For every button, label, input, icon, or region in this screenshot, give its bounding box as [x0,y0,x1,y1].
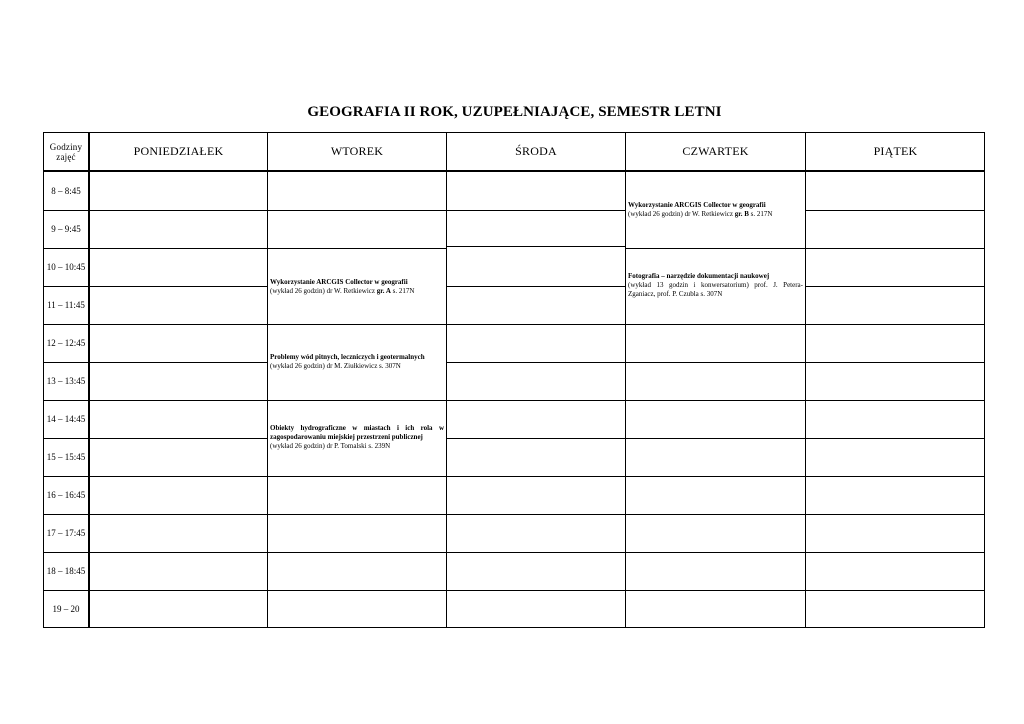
row-divider [90,514,267,515]
class-entry-tuesday-arcgis[interactable] [270,278,444,296]
column-divider [446,132,447,628]
class-title: Obiekty hydrograficzne w miastach i ich rola w zagospodarowaniu miejskiej przestrzeni publicznej [270,424,444,441]
day-header-friday: PIĄTEK [873,144,918,158]
row-divider [447,210,625,211]
row-divider [626,552,805,553]
row-divider [90,590,267,591]
column-divider [625,132,626,628]
row-divider [90,362,267,363]
row-divider [90,324,267,325]
row-divider [268,324,446,325]
class-group: gr. A [376,287,391,295]
row-divider [90,552,267,553]
class-title: Wykorzystanie ARCGIS Collector w geografii [270,278,408,286]
row-divider [806,286,985,287]
row-divider [447,286,625,287]
row-divider [43,590,89,591]
row-divider [90,210,267,211]
row-divider [268,248,446,249]
time-slot: 15 – 15:45 [46,452,86,462]
row-divider [43,286,89,287]
row-divider [806,400,985,401]
row-divider [43,362,89,363]
row-divider [268,210,446,211]
day-header-wednesday: ŚRODA [515,144,557,158]
time-slot: 9 – 9:45 [51,224,81,234]
page-title: GEOGRAFIA II ROK, UZUPEŁNIAJĄCE, SEMESTR LETNI [307,104,722,120]
schedule-table [43,132,985,628]
row-divider [90,476,267,477]
row-divider [806,324,985,325]
row-divider [268,514,446,515]
time-slot: 13 – 13:45 [46,376,86,386]
time-slot: 19 – 20 [52,604,80,614]
row-divider [626,400,805,401]
row-divider [626,514,805,515]
row-divider [447,246,625,247]
row-divider [43,248,89,249]
time-slot: 12 – 12:45 [46,338,86,348]
row-divider [806,248,985,249]
row-divider [268,552,446,553]
row-divider [43,514,89,515]
class-title: Wykorzystanie ARCGIS Collector w geografii [628,201,766,209]
row-divider [447,324,625,325]
time-slot: 18 – 18:45 [46,566,86,576]
row-divider [447,476,625,477]
row-divider [626,324,805,325]
class-details: (wykład 26 godzin) dr W. Retkiewicz [628,210,735,218]
row-divider [447,552,625,553]
class-entry-thursday-arcgis[interactable] [628,201,803,219]
class-entry-thursday-photography[interactable] [628,272,803,299]
row-divider [43,476,89,477]
row-divider [626,248,805,249]
class-entry-tuesday-water[interactable] [270,353,444,371]
row-divider [626,590,805,591]
class-details: (wykład 26 godzin) dr W. Retkiewicz [270,287,377,295]
row-divider [90,438,267,439]
row-divider [806,552,985,553]
hours-header: Godziny zajęć [49,141,83,162]
row-divider [806,438,985,439]
class-group: gr. B [734,210,749,218]
time-slot: 8 – 8:45 [51,186,81,196]
row-divider [268,590,446,591]
row-divider [268,400,446,401]
row-divider [806,210,985,211]
row-divider [43,210,89,211]
row-divider [43,324,89,325]
row-divider [806,362,985,363]
time-slot: 14 – 14:45 [46,414,86,424]
row-divider [626,476,805,477]
time-slot: 16 – 16:45 [46,490,86,500]
class-details: (wykład 13 godzin i konwersatorium) prof. J. Petera-Zganiacz, prof. P. Czubla s. 307N [628,281,803,298]
row-divider [447,514,625,515]
row-divider [806,514,985,515]
class-title: Problemy wód pitnych, leczniczych i geotermalnych [270,353,425,361]
class-entry-tuesday-hydro[interactable] [270,424,444,451]
day-header-thursday: CZWARTEK [682,144,749,158]
day-header-tuesday: WTOREK [330,144,384,158]
row-divider [268,476,446,477]
class-title: Fotografia – narzędzie dokumentacji naukowej [628,272,770,280]
row-divider [90,286,267,287]
row-divider [626,438,805,439]
row-divider [43,552,89,553]
class-room: s. 217N [390,287,415,295]
row-divider [43,400,89,401]
row-divider [90,248,267,249]
class-room: s. 217N [748,210,773,218]
class-details: (wykład 26 godzin) dr P. Tomalski s. 239N [270,442,391,450]
row-divider [447,362,625,363]
day-header-monday: PONIEDZIAŁEK [133,144,224,158]
row-divider [447,400,625,401]
row-divider [43,438,89,439]
row-divider [447,590,625,591]
time-slot: 11 – 11:45 [47,300,85,310]
row-divider [806,476,985,477]
row-divider [626,362,805,363]
column-divider [267,132,268,628]
time-slot: 10 – 10:45 [46,262,86,272]
time-slot: 17 – 17:45 [46,528,86,538]
table-frame [43,132,985,628]
column-divider [805,132,806,628]
class-details: (wykład 26 godzin) dr M. Ziułkiewicz s. 307N [270,362,401,370]
row-divider [90,400,267,401]
row-divider [806,590,985,591]
row-divider [447,438,625,439]
